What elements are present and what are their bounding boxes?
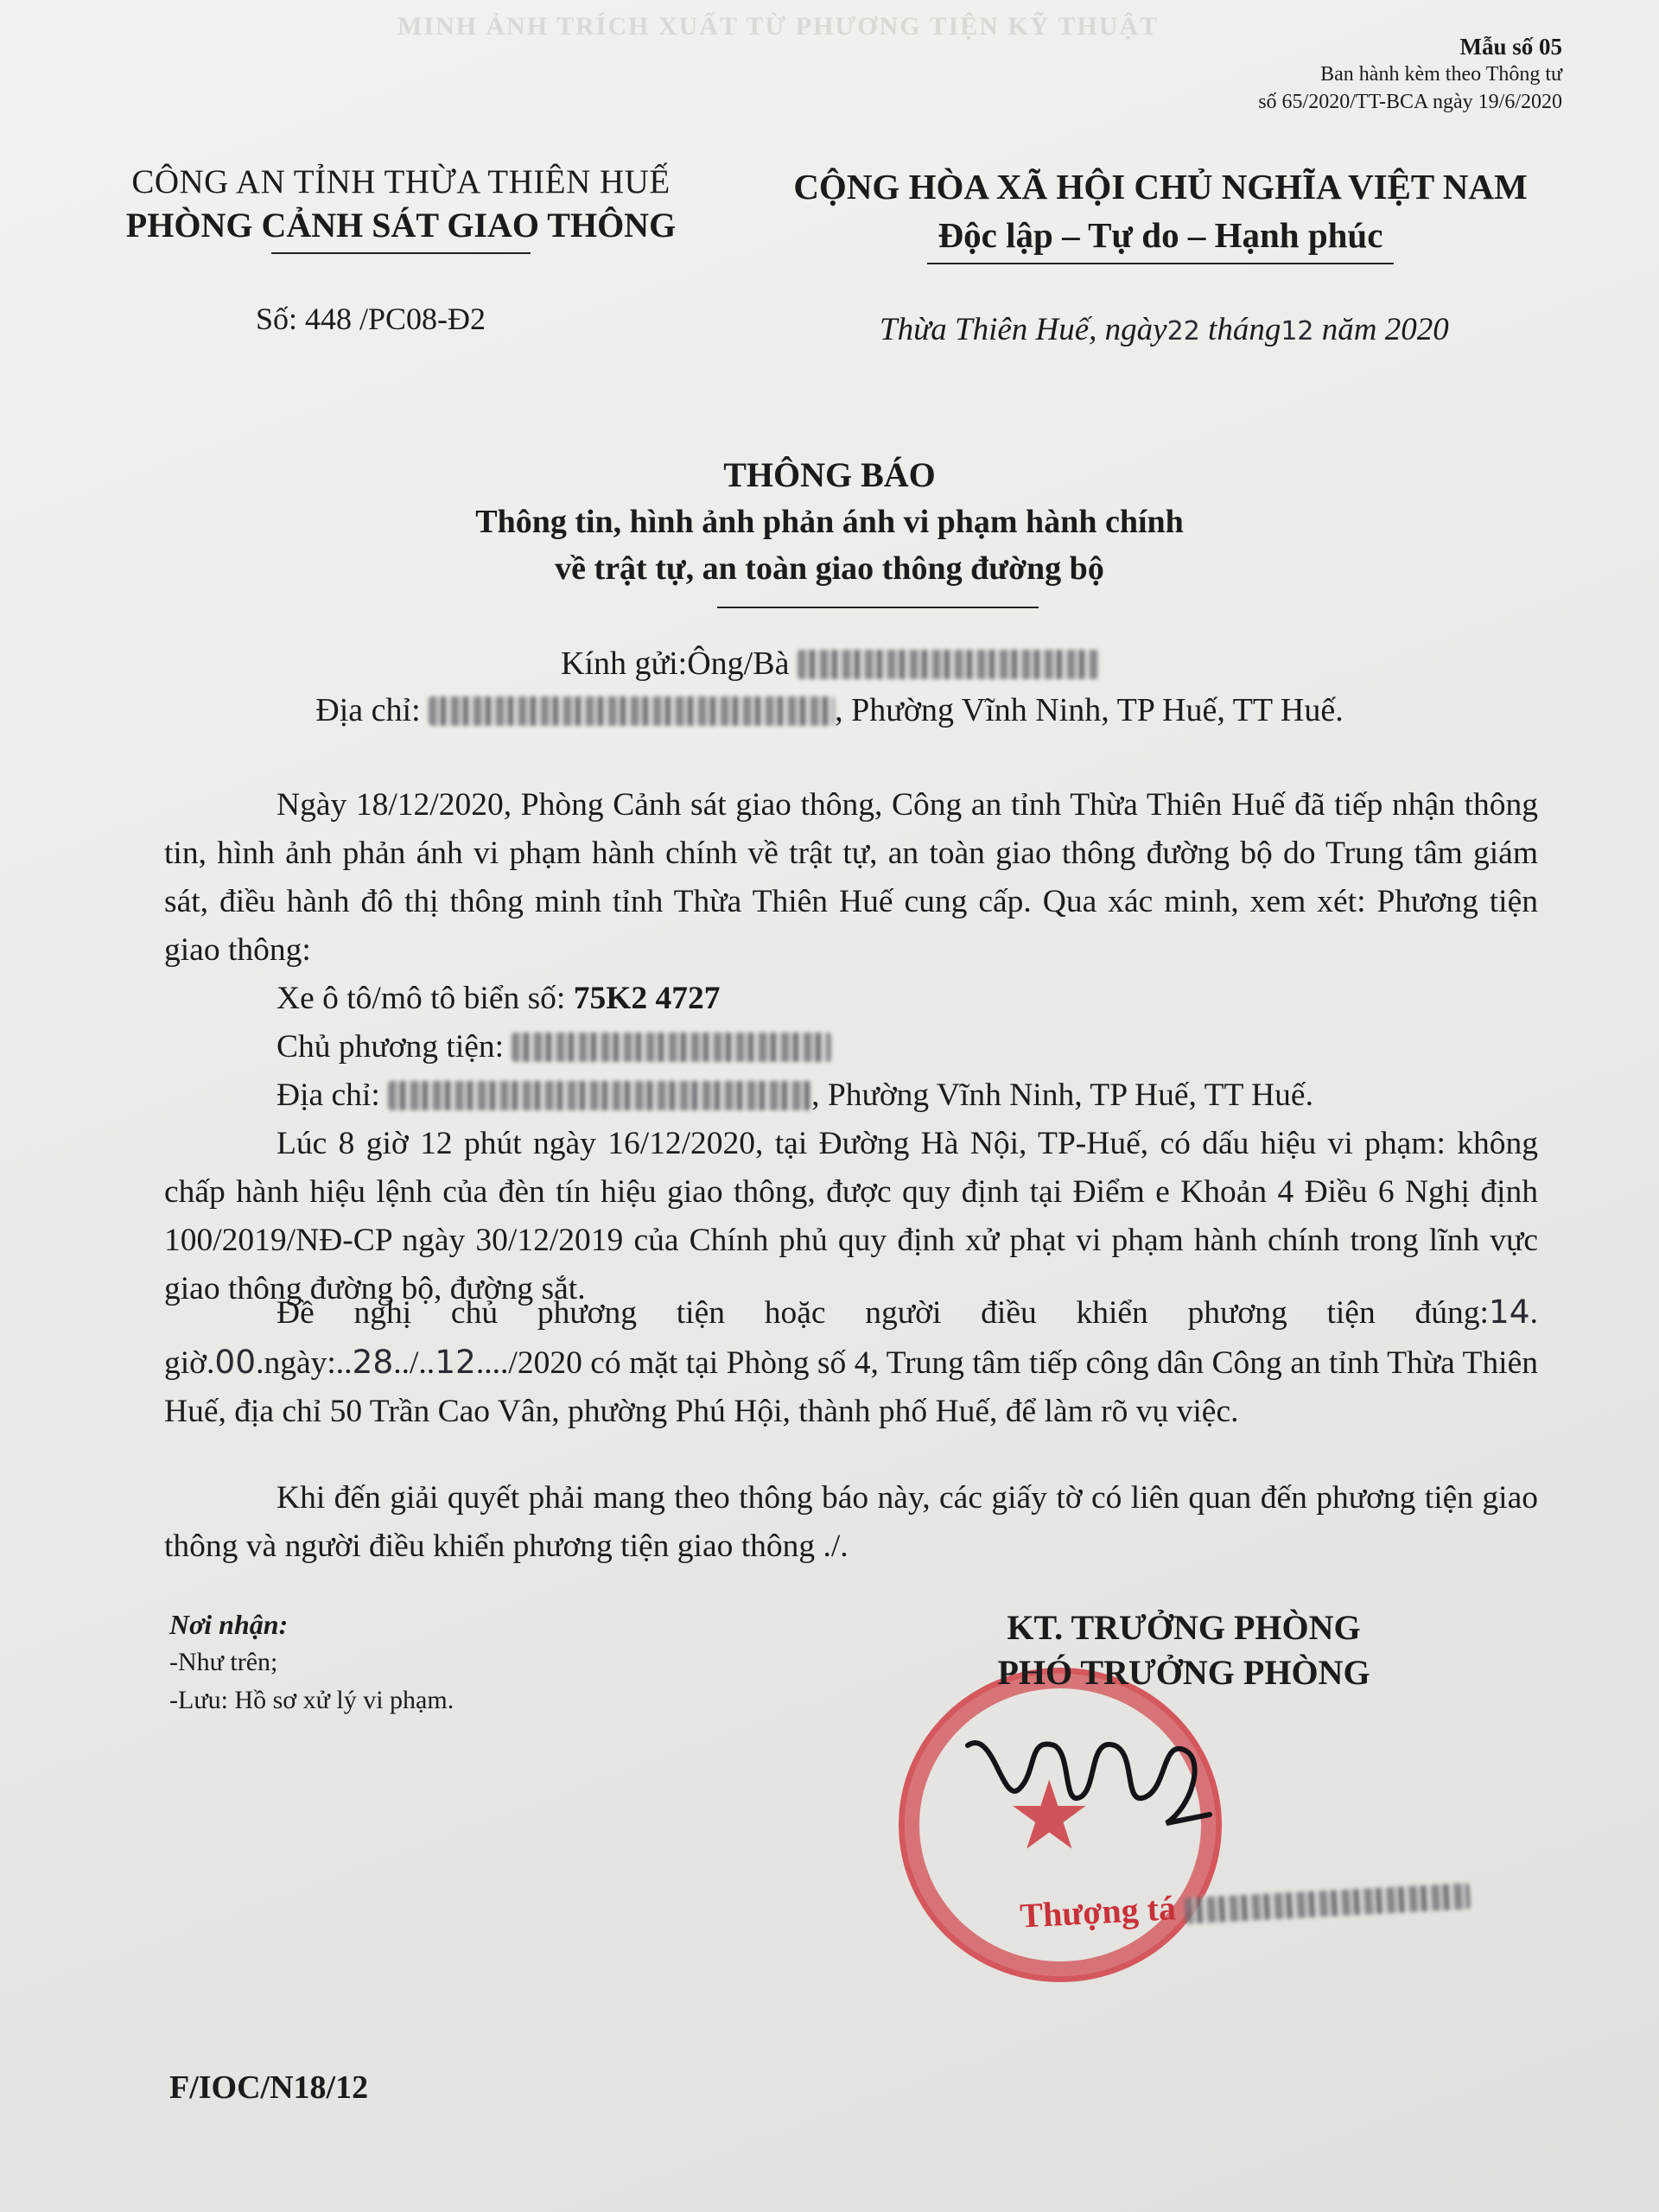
national-header bbox=[750, 166, 1571, 264]
plate-number: 75K2 4727 bbox=[573, 981, 721, 1016]
redacted-signer-name bbox=[1184, 1883, 1470, 1923]
summons-text-b: giờ bbox=[164, 1345, 207, 1381]
document-code: F/IOC/N18/12 bbox=[169, 2069, 369, 2106]
recipients-block bbox=[169, 1605, 454, 1719]
faint-header-text: MINH ẢNH TRÍCH XUẤT TỪ PHƯƠNG TIỆN KỸ THUẬT bbox=[397, 12, 1160, 41]
paragraph-summons: Đề nghị chủ phương tiện hoặc người điều khiển phương tiện đúng:14. giờ.00.ngày:..28../..12..../2020 có mặt tại Phòng số 4, Trung tâm tiếp công dân Công an tỉnh Thừa Thiên Huế, địa chỉ 50 Trần Cao Vân, phường Phú Hội, thành phố Huế, để làm rõ vụ việc. bbox=[164, 1293, 1538, 1429]
sign-title-1: KT. TRƯỞNG PHÒNG bbox=[1007, 1608, 1361, 1647]
recipients-title: Nơi nhận: bbox=[169, 1609, 289, 1640]
date-year: năm 2020 bbox=[1321, 312, 1449, 347]
nation-name: CỘNG HÒA XÃ HỘI CHỦ NGHĨA VIỆT NAM bbox=[793, 167, 1528, 207]
recipient-address-tail: , Phường Vĩnh Ninh, TP Huế, TT Huế. bbox=[835, 692, 1344, 728]
summons-day: 28 bbox=[352, 1343, 394, 1381]
summons-month: 12 bbox=[435, 1343, 476, 1381]
recipient-item-2: -Lưu: Hồ sơ xử lý vi phạm. bbox=[169, 1686, 454, 1714]
paragraph-intro: Ngày 18/12/2020, Phòng Cảnh sát giao thông, Công an tỉnh Thừa Thiên Huế đã tiếp nhận thông tin, hình ảnh phản ánh vi phạm hành chính về trật tự, an toàn giao thông đường bộ do Trung tâm giám sát, điều hành đô thị thông minh tỉnh Thừa Thiên Huế cung cấp. Qua xác minh, xem xét: Phương tiện giao thông: bbox=[164, 787, 1538, 968]
form-issue-line-2: số 65/2020/TT-BCA ngày 19/6/2020 bbox=[1258, 91, 1562, 113]
summons-text-e: ..../2020 có mặt tại Phòng số 4, Trung tâm tiếp công dân Công an tỉnh Thừa Thiên Huế, địa chỉ 50 Trần Cao Vân, phường Phú Hội, thành phố Huế, để làm rõ vụ việc. bbox=[164, 1345, 1538, 1429]
summons-text-c: ngày:.. bbox=[264, 1345, 353, 1381]
notice-subtitle-1: Thông tin, hình ảnh phản ánh vi phạm hành chính bbox=[475, 504, 1184, 540]
redacted-recipient-name bbox=[798, 650, 1098, 679]
notice-title: THÔNG BÁO bbox=[723, 455, 936, 494]
vehicle-owner-line bbox=[164, 1023, 1650, 1071]
national-motto: Độc lập – Tự do – Hạnh phúc bbox=[938, 215, 1383, 255]
redacted-owner-name bbox=[512, 1033, 831, 1062]
summons-minute: 00 bbox=[214, 1343, 257, 1381]
date-place: Thừa Thiên Huế, ngày bbox=[880, 312, 1167, 347]
signature-block bbox=[925, 1605, 1443, 1695]
notice-subtitle-2: về trật tự, an toàn giao thông đường bộ bbox=[555, 550, 1104, 587]
date-line bbox=[880, 311, 1449, 348]
agency-header bbox=[90, 162, 712, 254]
department-name: PHÒNG CẢNH SÁT GIAO THÔNG bbox=[125, 206, 677, 245]
recipient-line bbox=[0, 645, 1659, 683]
owner-address-line bbox=[164, 1071, 1650, 1120]
agency-underline bbox=[271, 252, 531, 254]
owner-address-tail: , Phường Vĩnh Ninh, TP Huế, TT Huế. bbox=[811, 1077, 1313, 1113]
summons-text-d: ../.. bbox=[393, 1345, 435, 1381]
sign-title-2: PHÓ TRƯỞNG PHÒNG bbox=[997, 1653, 1370, 1692]
paragraph-violation: Lúc 8 giờ 12 phút ngày 16/12/2020, tại Đường Hà Nội, TP-Huế, có dấu hiệu vi phạm: không chấp hành hiệu lệnh của đèn tín hiệu giao thông, được quy định tại Điểm e Khoản 4 Điều 6 Nghị định 100/2019/NĐ-CP ngày 30/12/2019 của Chính phủ quy định xử phạt vi phạm hành chính trong lĩnh vực giao thông đường bộ, đường sắt. bbox=[164, 1126, 1538, 1306]
signer-rank: Thượng tá bbox=[1019, 1888, 1177, 1936]
handwritten-signature bbox=[959, 1694, 1218, 1840]
recipient-address-line bbox=[0, 691, 1659, 729]
redacted-owner-address bbox=[388, 1081, 811, 1110]
summons-text-a: Đề nghị chủ phương tiện hoặc người điều khiển phương tiện đúng: bbox=[276, 1295, 1489, 1331]
recipient-address-label: Địa chỉ: bbox=[315, 692, 421, 728]
document-number: Số: 448 /PC08-Đ2 bbox=[256, 302, 486, 336]
recipient-salutation: Kính gửi:Ông/Bà bbox=[561, 645, 790, 682]
title-underline bbox=[717, 607, 1039, 608]
paragraph-requirements: Khi đến giải quyết phải mang theo thông báo này, các giấy tờ có liên quan đến phương tiện giao thông và người điều khiển phương tiện giao thông ./. bbox=[164, 1480, 1538, 1564]
form-issue-line-1: Ban hành kèm theo Thông tư bbox=[1320, 63, 1562, 86]
form-number: Mẫu số 05 bbox=[1459, 34, 1562, 60]
date-month-handwritten: 12 bbox=[1281, 316, 1314, 346]
summons-hour: 14 bbox=[1488, 1293, 1530, 1331]
owner-label: Chủ phương tiện: bbox=[276, 1029, 505, 1065]
plate-label: Xe ô tô/mô tô biển số: bbox=[276, 981, 566, 1016]
redacted-recipient-address bbox=[429, 696, 835, 726]
date-month-label: tháng bbox=[1208, 312, 1281, 347]
agency-name: CÔNG AN TỈNH THỪA THIÊN HUẾ bbox=[131, 163, 671, 200]
owner-address-label: Địa chỉ: bbox=[276, 1077, 380, 1113]
form-code-block bbox=[1258, 33, 1562, 116]
recipient-item-1: -Như trên; bbox=[169, 1648, 278, 1676]
date-day-handwritten: 22 bbox=[1166, 316, 1200, 346]
stamp-star-icon: ★ bbox=[1007, 1764, 1092, 1869]
vehicle-plate-line bbox=[164, 975, 1650, 1023]
motto-underline bbox=[927, 263, 1394, 264]
